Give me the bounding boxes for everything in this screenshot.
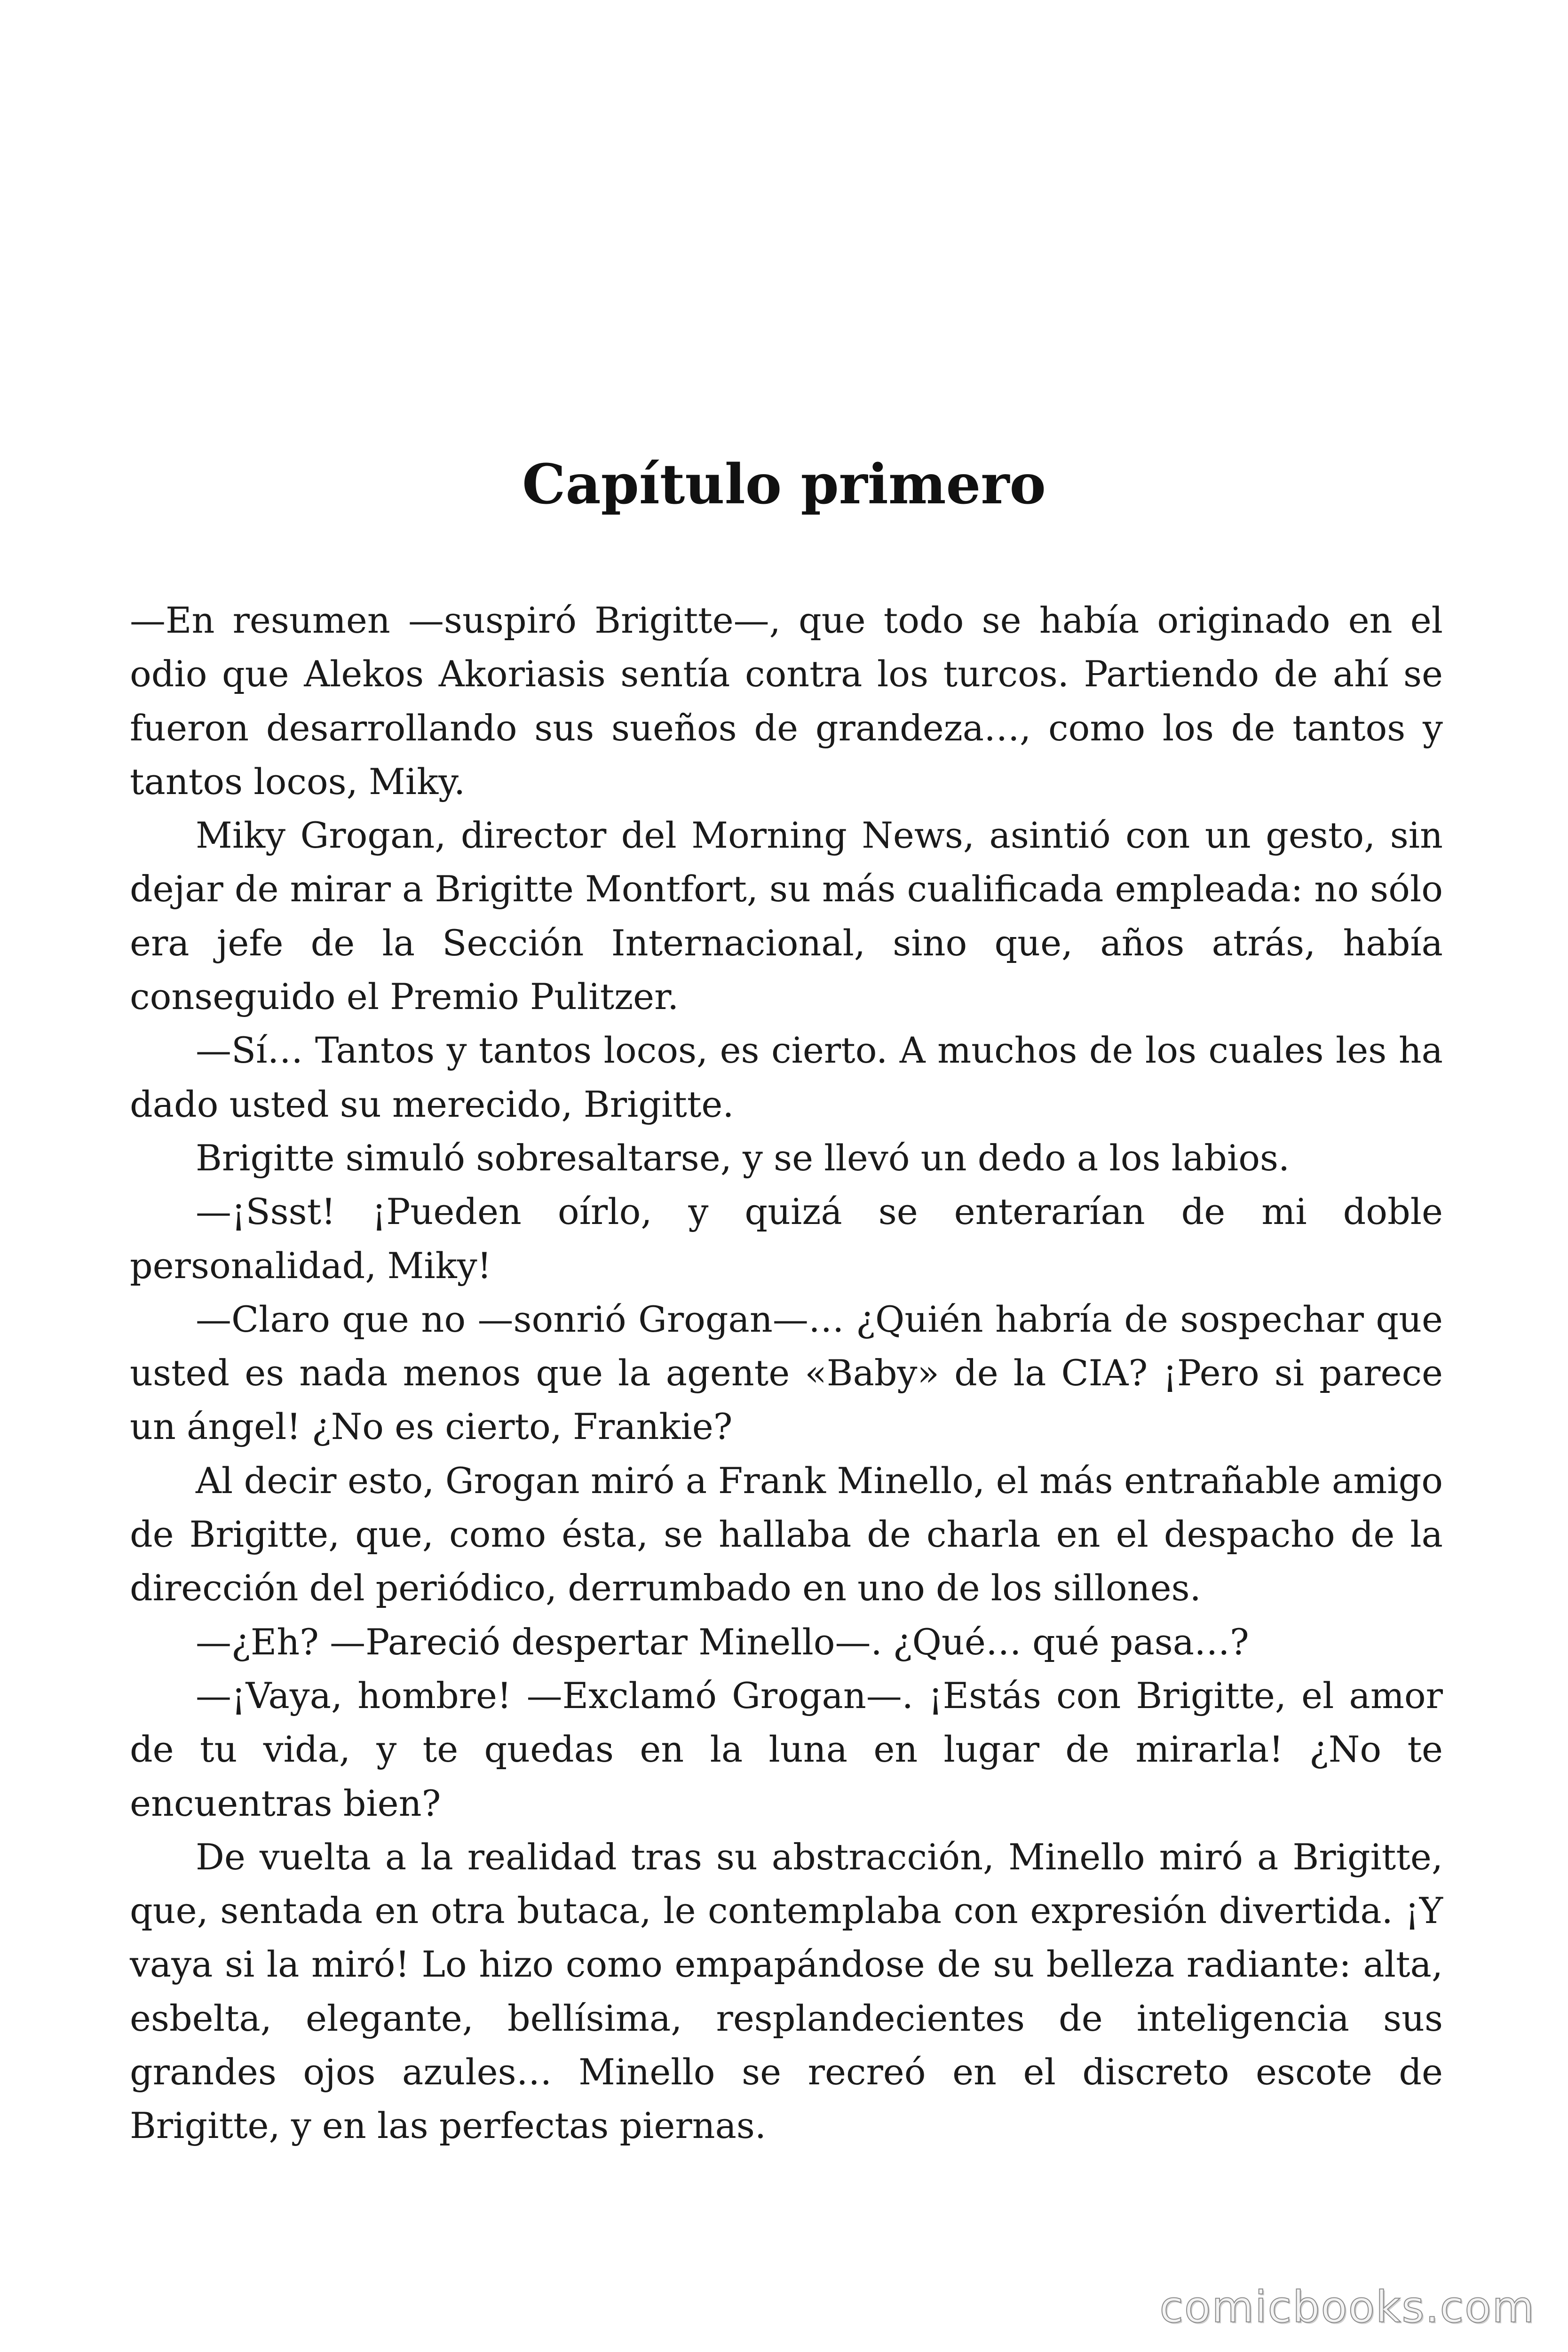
paragraph: —Claro que no —sonrió Grogan—… ¿Quién habría de sospechar que usted es nada menos que la agente «Baby» de la CIA? ¡Pero si parece un ángel! ¿No es cierto, Frankie? [130,1298,1443,1448]
paragraph: Al decir esto, Grogan miró a Frank Minello, el más entrañable amigo de Brigitte, que, como ésta, se hallaba de charla en el despacho de la dirección del periódico, derrumbado en uno de los sillones. [130,1459,1443,1609]
paragraph: Miky Grogan, director del Morning News, asintió con un gesto, sin dejar de mirar a Brigitte Montfort, su más cualificada empleada: no sólo era jefe de la Sección Internacional, sino que, años atrás, había conseguido el Premio Pulitzer. [130,814,1443,1018]
body-text [130,594,1443,2153]
paragraph: Brigitte simuló sobresaltarse, y se llevó un dedo a los labios. [196,1136,1290,1179]
watermark: comicbooks.com [1159,2282,1535,2332]
paragraph: De vuelta a la realidad tras su abstracción, Minello miró a Brigitte, que, sentada en otra butaca, le contemplaba con expresión divertida. ¡Y vaya si la miró! Lo hizo como empapándose de su belleza radiante: alta, esbelta, elegante, bellísima, resplandecientes de inteligencia sus grandes ojos azules… Minello se recreó en el discreto escote de Brigitte, y en las perfectas piernas. [130,1836,1443,2147]
chapter-title: Capítulo primero [522,453,1046,516]
paragraph: —¡Vaya, hombre! —Exclamó Grogan—. ¡Estás con Brigitte, el amor de tu vida, y te quedas en la luna en lugar de mirarla! ¿No te encuentras bien? [130,1674,1443,1824]
paragraph: —En resumen —suspiró Brigitte—, que todo se había originado en el odio que Alekos Akoriasis sentía contra los turcos. Partiendo de ahí se fueron desarrollando sus sueños de grandeza…, como los de tantos y tantos locos, Miky. [130,599,1443,803]
paragraph: —¿Eh? —Pareció despertar Minello—. ¿Qué… qué pasa…? [196,1621,1249,1663]
paragraph: —¡Ssst! ¡Pueden oírlo, y quizá se enterarían de mi doble personalidad, Miky! [130,1191,1443,1287]
paragraph: —Sí… Tantos y tantos locos, es cierto. A muchos de los cuales les ha dado usted su merecido, Brigitte. [130,1029,1443,1125]
